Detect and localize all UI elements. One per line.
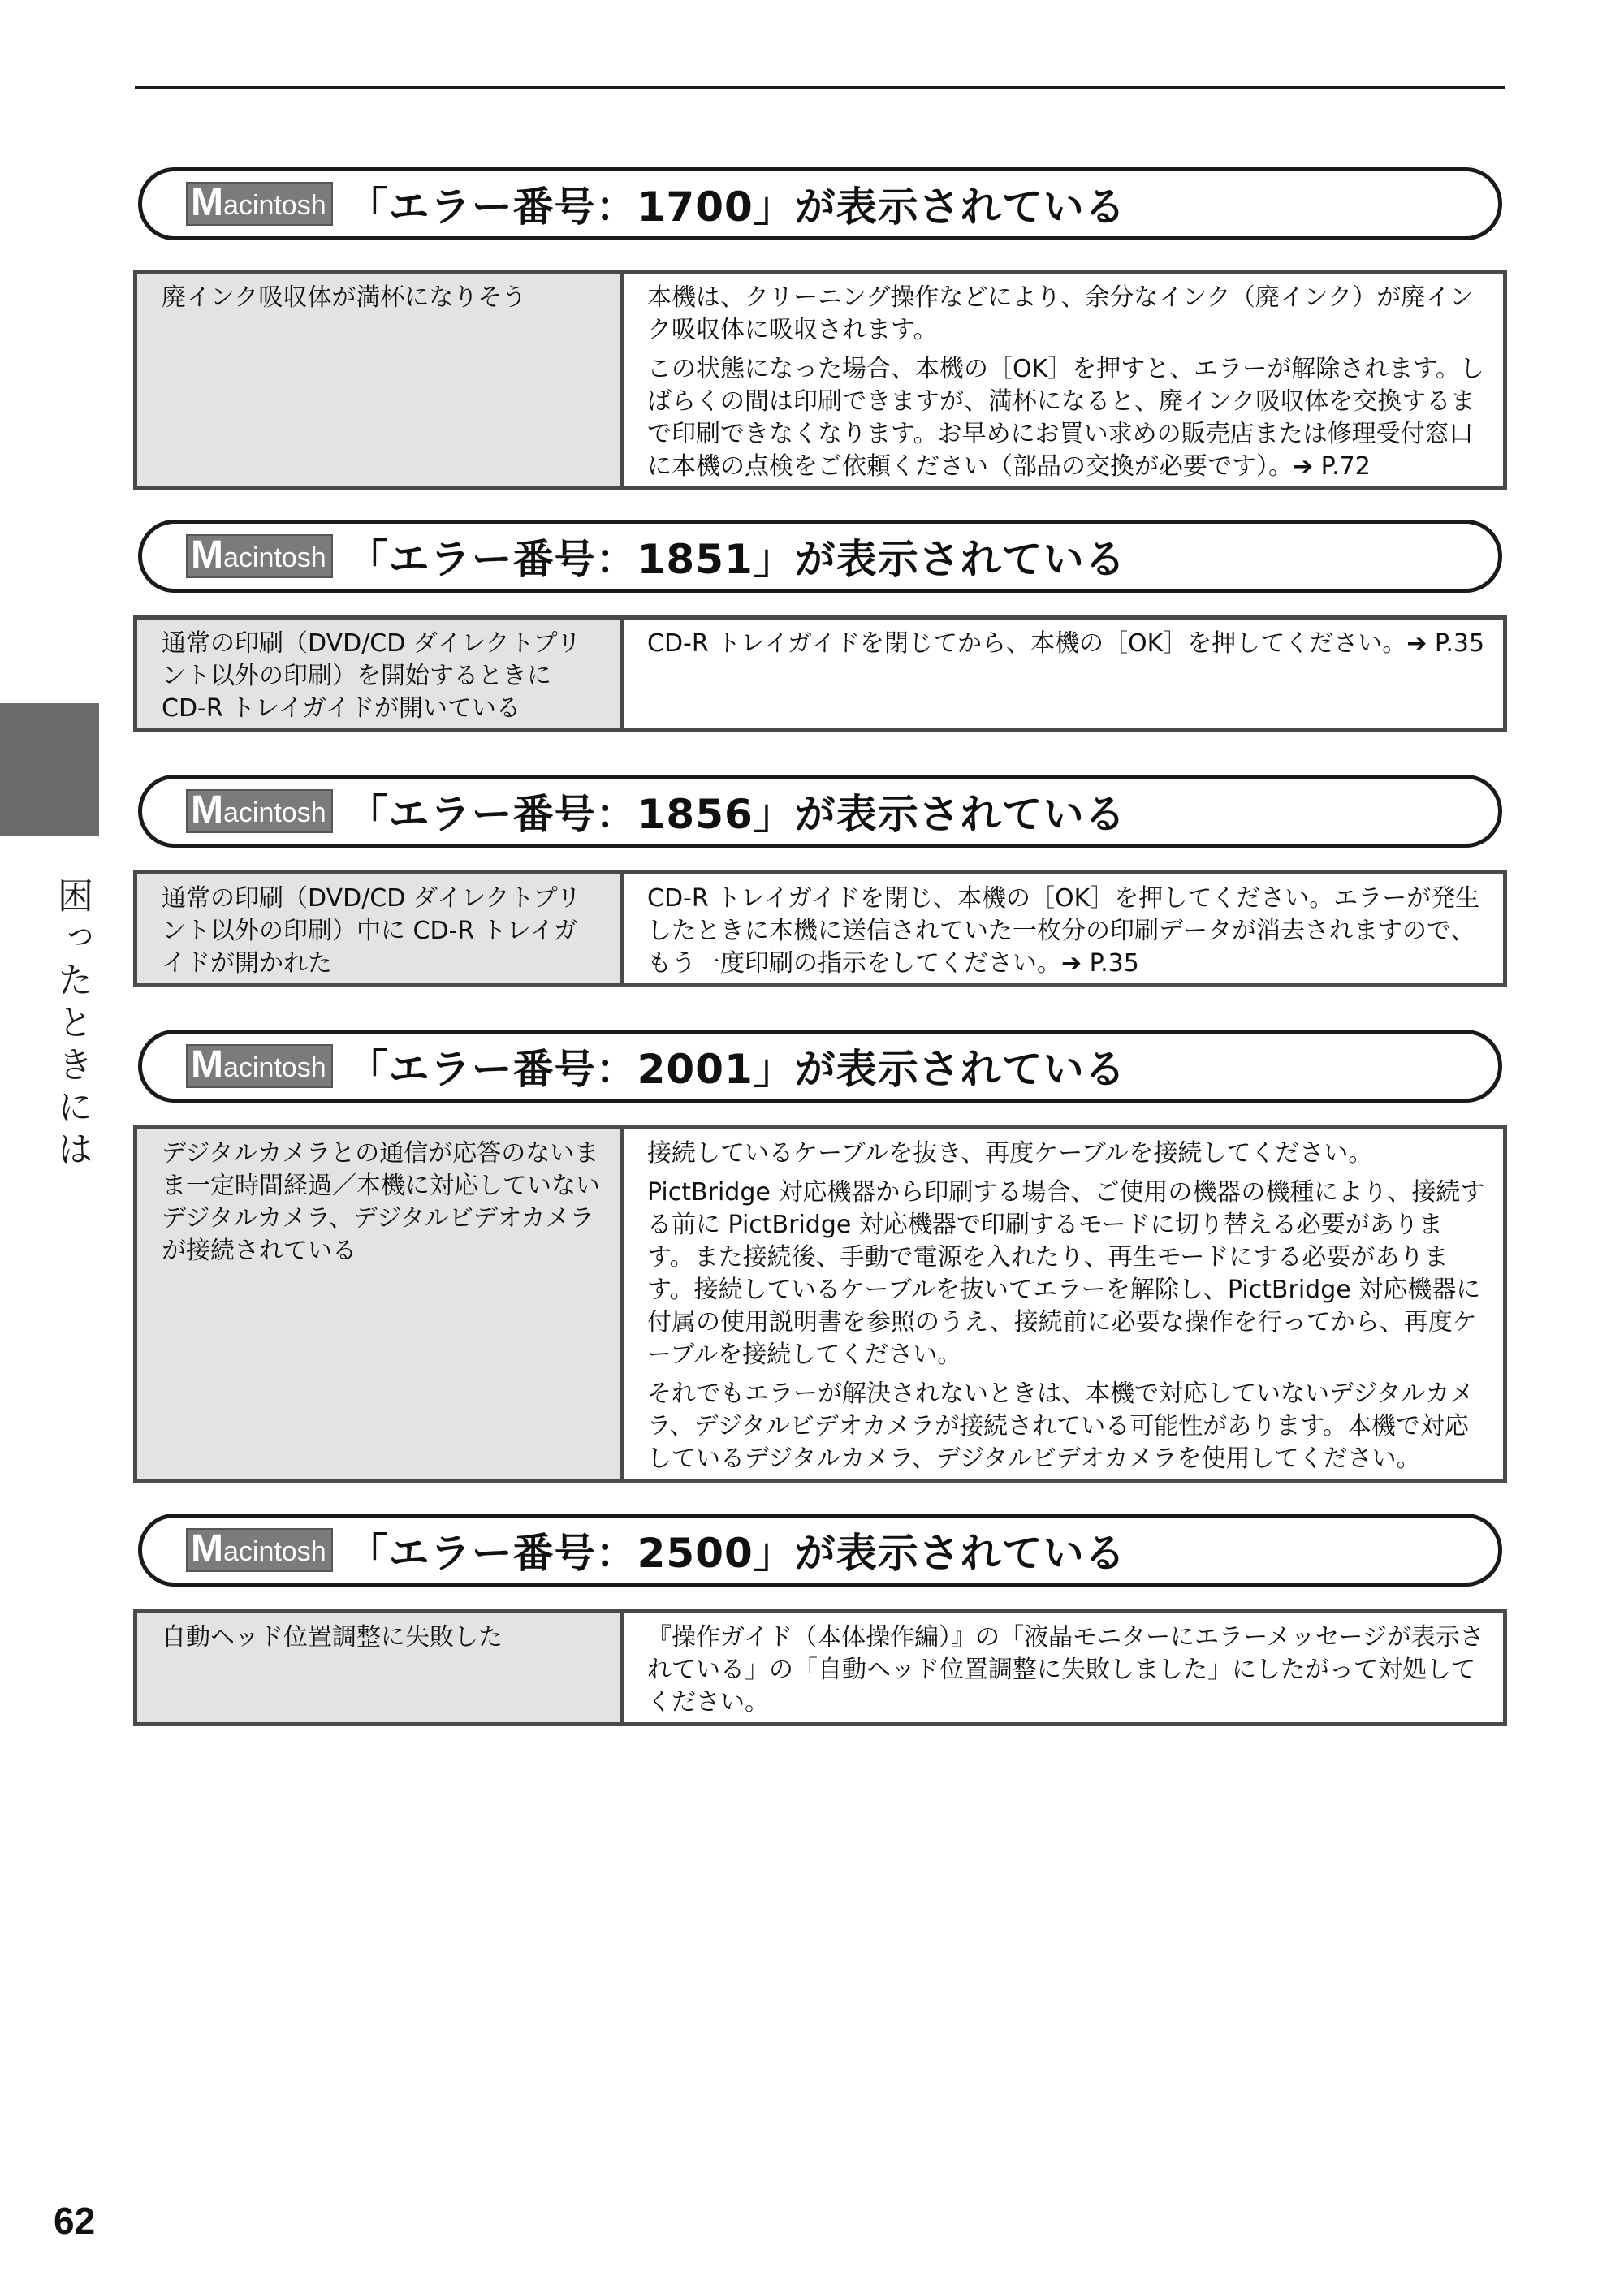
remedy-cell [624,1129,1503,1479]
remedy-cell [624,274,1503,486]
chapter-label: 困ったときには [51,877,93,1172]
section-header-2500 [138,1514,1502,1587]
section-header-2001 [138,1030,1502,1103]
remedy-paragraph: それでもエラーが解決されないときは、本機で対応していないデジタルカメラ、デジタルビデオカメラが接続されている可能性があります。本機で対応しているデジタルカメラ、デジタルビデオカメラを使用してください。 [647,1380,1475,1473]
remedy-paragraph: CD-R トレイガイドを閉じてから、本機の［OK］を押してください。➔ P.35 [647,629,1485,658]
remedy-paragraph: 『操作ガイド（本体操作編）』の「液晶モニターにエラーメッセージが表示されている」の「自動ヘッド位置調整に失敗しました」にしたがって対処してください。 [647,1623,1484,1717]
cause-cell: 通常の印刷（DVD/CD ダイレクトプリント以外の印刷）中に CD-R トレイガイドが開かれた [137,874,624,983]
page-number: 62 [54,2200,96,2242]
error-table-2500 [133,1609,1507,1726]
remedy-cell [624,620,1503,728]
error-table-1851 [133,615,1507,732]
error-table-1700 [133,270,1507,490]
remedy-paragraph: 本機は、クリーニング操作などにより、余分なインク（廃インク）が廃インク吸収体に吸収されます。 [647,283,1475,344]
section-title: 「エラー番号：1856」が表示されている [347,791,1126,838]
cause-cell: 自動ヘッド位置調整に失敗した [137,1613,624,1722]
section-header-1851 [138,520,1502,593]
section-title: 「エラー番号：2001」が表示されている [347,1046,1126,1093]
top-rule [135,86,1505,89]
macintosh-badge: M acintosh [186,1044,333,1088]
macintosh-badge: M acintosh [186,182,333,226]
section-title: 「エラー番号：1700」が表示されている [347,184,1126,231]
section-header-1856 [138,775,1502,848]
chapter-tab [0,703,99,836]
macintosh-badge: M acintosh [186,789,333,833]
section-title: 「エラー番号：1851」が表示されている [347,536,1126,583]
error-table-1856 [133,870,1507,987]
cause-cell: 通常の印刷（DVD/CD ダイレクトプリント以外の印刷）を開始するときに CD-R トレイガイドが開いている [137,620,624,728]
section-header-1700 [138,167,1502,240]
remedy-paragraph: この状態になった場合、本機の［OK］を押すと、エラーが解除されます。しばらくの間は印刷できますが、満杯になると、廃インク吸収体を交換するまで印刷できなくなります。お早めにお買い求めの販売店または修理受付窓口に本機の点検をご依頼ください（部品の交換が必要です）。➔ P.72 [647,355,1484,481]
cause-cell: 廃インク吸収体が満杯になりそう [137,274,624,486]
remedy-cell [624,874,1503,983]
cause-cell: デジタルカメラとの通信が応答のないまま一定時間経過／本機に対応していないデジタルカメラ、デジタルビデオカメラが接続されている [137,1129,624,1479]
error-table-2001 [133,1125,1507,1483]
macintosh-badge: M acintosh [186,1528,333,1572]
section-title: 「エラー番号：2500」が表示されている [347,1530,1126,1577]
macintosh-badge: M acintosh [186,534,333,578]
remedy-paragraph: 接続しているケーブルを抜き、再度ケーブルを接続してください。 [647,1139,1373,1168]
remedy-paragraph: PictBridge 対応機器から印刷する場合、ご使用の機器の機種により、接続する前に PictBridge 対応機器で印刷するモードに切り替える必要があります。また接続後、手動で電源を入れたり、再生モードにする必要があります。接続しているケーブルを抜いてエラーを解除し、PictBridge 対応機器に付属の使用説明書を参照のうえ、接続前に必要な操作を行ってから、再度ケーブルを接続してください。 [647,1178,1485,1369]
remedy-paragraph: CD-R トレイガイドを閉じ、本機の［OK］を押してください。エラーが発生したときに本機に送信されていた一枚分の印刷データが消去されますので、もう一度印刷の指示をしてください。➔ P.35 [647,884,1480,978]
remedy-cell [624,1613,1503,1722]
